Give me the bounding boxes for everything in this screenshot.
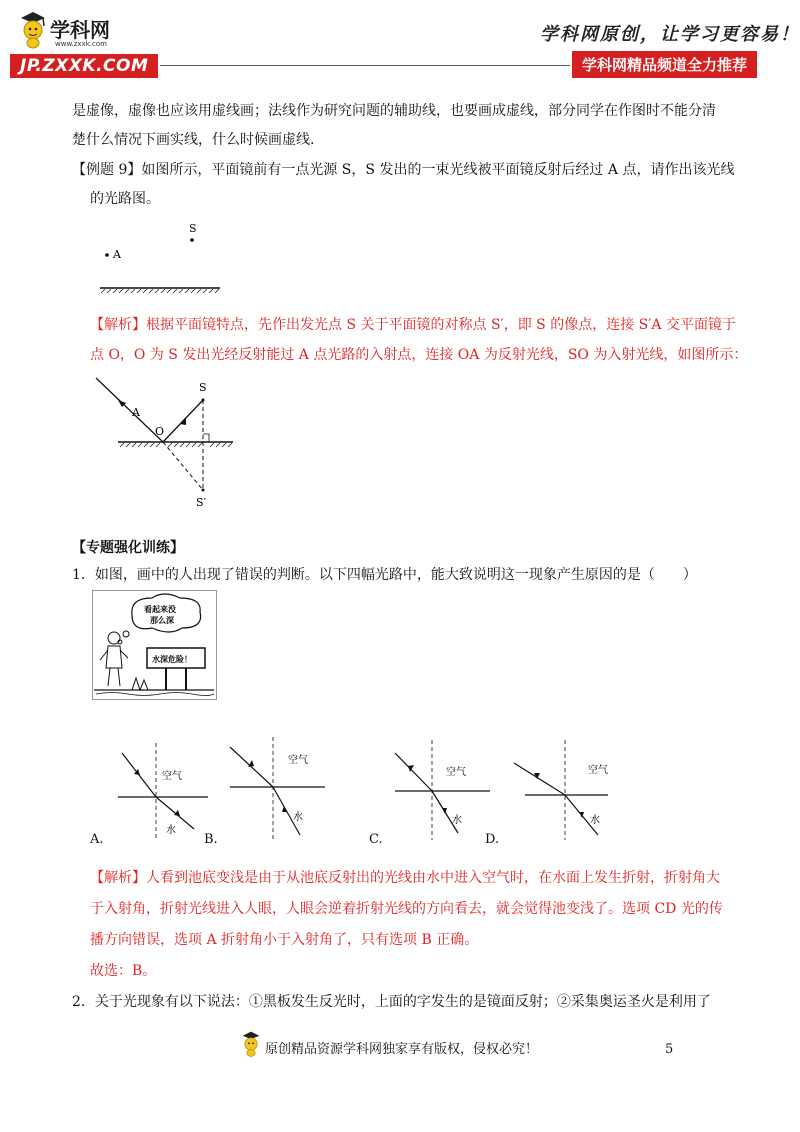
diagram-b: [230, 737, 325, 840]
example9-answer-figure: [88, 372, 248, 512]
svg-text:水: 水: [590, 815, 600, 826]
mirror-hatching: [101, 289, 219, 293]
page-number: 5: [665, 1042, 674, 1057]
diagram-a: [118, 743, 208, 840]
example9-analysis-2: 点 O，O 为 S 发出光经反射能过 A 点光路的入射点，连接 OA 为反射光线，SO 为入射光线，如图所示：: [90, 347, 748, 363]
header: [0, 0, 800, 85]
option-a[interactable]: A.: [90, 832, 104, 847]
q1-analysis-1: 【解析】人看到池底变浅是由于从池底反射出的光线由水中进入空气时，在水面上发生折射，折射角大: [90, 870, 720, 886]
section-title: 【专题强化训练】: [72, 540, 184, 556]
svg-text:空气: 空气: [588, 765, 608, 776]
q1-cartoon: [92, 590, 217, 700]
q1-answer: 故选：B。: [90, 963, 157, 979]
svg-text:空气: 空气: [162, 771, 182, 782]
example9-figure: [95, 218, 235, 298]
point-s: [190, 238, 194, 242]
logo-url: www.zxxk.com: [55, 40, 107, 48]
option-c[interactable]: C.: [369, 832, 383, 847]
footer-copyright: 原创精品资源学科网独家享有版权，侵权必究！: [265, 1042, 539, 1057]
label-s: S: [199, 381, 207, 394]
example9-line-2: 的光路图。: [90, 191, 160, 207]
virtual-ray: [163, 442, 203, 490]
header-rule: [160, 65, 570, 66]
example9-analysis-1: 【解析】根据平面镜特点，先作出发光点 S 关于平面镜的对称点 S′，即 S 的像点，连接 S′A 交平面镜于: [90, 317, 736, 333]
intro-line-1: 是虚像，虚像也应该用虚线画；法线作为研究问题的辅助线，也要画成虚线，部分同学在作图时不能分清: [72, 103, 716, 119]
left-banner: JP.ZXXK.COM: [10, 54, 158, 78]
label-s: S: [189, 222, 197, 235]
incident-ray-arrow: [180, 417, 186, 425]
q1-analysis-3: 播方向错误，选项 A 折射角小于入射角了，只有选项 B 正确。: [90, 932, 479, 948]
footer-mascot-icon: [240, 1030, 262, 1058]
logo-text: 学科网: [50, 18, 110, 42]
label-a: A: [113, 248, 121, 261]
label-a: A: [132, 406, 140, 419]
bubble-text-2: 那么深: [150, 615, 174, 625]
point-a: [105, 253, 109, 257]
intro-line-2: 楚什么情况下画实线，什么时候画虚线.: [72, 132, 315, 148]
slogan: 学科网原创，让学习更容易！: [540, 24, 800, 45]
label-o: O: [155, 425, 165, 438]
svg-text:水: 水: [452, 815, 462, 826]
diagram-d: [514, 740, 608, 840]
right-banner: 学科网精品频道全力推荐: [572, 51, 757, 78]
diagram-c: [395, 740, 490, 840]
q1-stem: 1．如图，画中的人出现了错误的判断。以下四幅光路中，能大致说明这一现象产生原因的是（ ）: [72, 567, 697, 583]
option-d[interactable]: D.: [485, 832, 500, 847]
svg-text:空气: 空气: [446, 767, 466, 778]
svg-text:水: 水: [293, 812, 303, 823]
svg-text:空气: 空气: [288, 755, 308, 766]
option-b[interactable]: B.: [204, 832, 218, 847]
example9-line-1: 【例题 9】如图所示，平面镜前有一点光源 S，S 发出的一束光线被平面镜反射后经过 A 点，请作出该光线: [72, 162, 735, 178]
sign-text: 水深危险！: [152, 654, 192, 664]
mirror-hatching: [120, 443, 232, 447]
right-angle-mark: [203, 434, 209, 442]
q1-analysis-2: 于入射角，折射光线进入人眼，人眼会逆着折射光线的方向看去，就会觉得池变浅了。选项 CD 光的传: [90, 901, 723, 917]
q2-stem: 2．关于光现象有以下说法：①黑板发生反光时，上面的字发生的是镜面反射；②采集奥运圣火是利用了: [72, 994, 711, 1010]
mascot-icon: [17, 10, 49, 50]
bubble-text-1: 看起来没: [144, 604, 176, 614]
reflected-ray: [96, 378, 163, 442]
label-s-prime: S′: [196, 496, 207, 509]
svg-text:水: 水: [166, 825, 176, 836]
